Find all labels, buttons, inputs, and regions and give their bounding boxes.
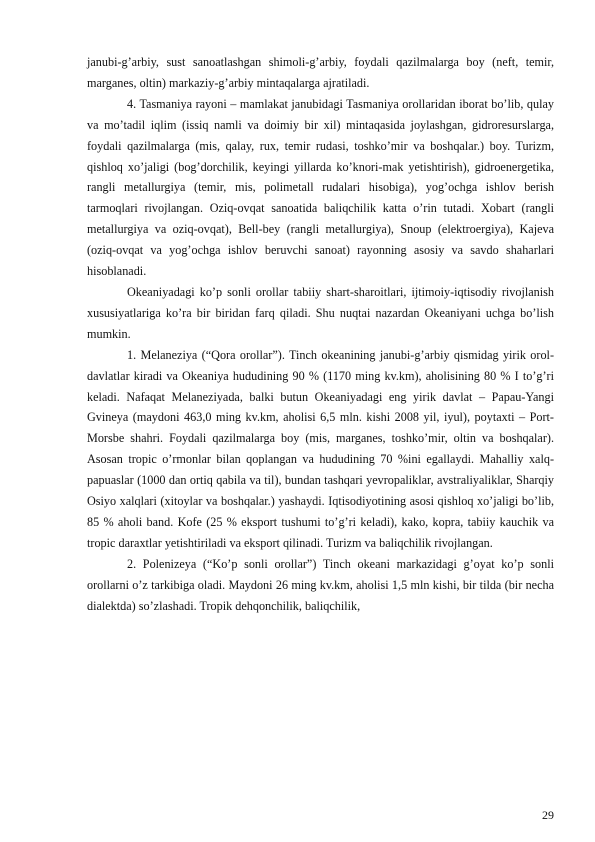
- paragraph-regional-division: janubi-g’arbiy, sust sanoatlashgan shimoli-g’arbiy, foydali qazilmalarga boy (neft, temir, marganes, oltin) markaziy-g’arbiy mintaqalarga ajratiladi.: [87, 55, 554, 90]
- paragraph-oceania-intro: Okeaniyadagi ko’p sonli orollar tabiiy shart-sharoitlari, ijtimoiy-iqtisodiy rivojlanish xususiyatlariga ko’ra bir biridan farq qiladi. Shu nuqtai nazardan Okeaniyani uchga bo’lish mumkin.: [87, 284, 554, 341]
- paragraph-polynesia: 2. Polenizeya (“Ko’p sonli orollar”) Tinch okeani markazidagi g’oyat ko’p sonli orollarni o’z tarkibiga oladi. Maydoni 26 ming kv.km, aholisi 1,5 mln kishi, bir tilda (bir necha dialektda) so’zlashadi. Tropik dehqonchilik, baliqchilik,: [87, 556, 554, 613]
- page-number: 29: [542, 808, 554, 822]
- document-page: [87, 52, 554, 616]
- paragraph-melanesia: 1. Melaneziya (“Qora orollar”). Tinch okeanining janubi-g’arbiy qismidag yirik orol-davlatlar kiradi va Okeaniya hududining 90 % (1170 ming kv.km), aholisining 80 % I to’g’ri keladi. Nafaqat Melaneziyada, balki butun Okeaniyadagi eng yirik davlat – Papau-Yangi Gvineya (maydoni 463,0 ming kv.km, aholisi 6,5 mln. kishi 2008 yil, iyul), poytaxti – Port-Morsbe shahri. Foydali qazilmalarga boy (mis, marganes, toshko’mir, oltin va boshqalar). Asosan tropic o’rmonlar bilan qoplangan va hududining 70 %ini egallaydi. Mahalliy xalq-papuaslar (1000 dan ortiq qabila va til), bundan tashqari yevropaliklar, avstraliyaliklar, Sharqiy Osiyo xalqlari (xitoylar va boshqalar.) yashaydi. Iqtisodiyotining asosi qishloq xo’jaligi bo’lib, 85 % aholi band. Kofe (25 % eksport tushumi to’g’ri keladi), kako, kopra, tabiiy kauchik va tropic daraxtlar yetishtiriladi va eksport qilinadi. Turizm va baliqchilik rivojlangan.: [87, 347, 554, 550]
- paragraph-tasmania-region: 4. Tasmaniya rayoni – mamlakat janubidagi Tasmaniya orollaridan iborat bo’lib, qulay va mo’tadil iqlim (issiq namli va doimiy bir xil) mintaqasida joylashgan, gidroresurslarga, foydali qazilmalarga (mis, qalay, rux, temir rudasi, toshko’mir va boshqalar.) boy. Turizm, qishloq xo’jaligi (bog’dorchilik, keyingi yillarda ko’knori-mak yetishtirish), gidroenergetika, rangli metallurgiya (temir, mis, polimetall rudalari hisobiga), yog’ochga ishlov berish tarmoqlari rivojlangan. Oziq-ovqat sanoatida baliqchilik katta o’rin tutadi. Xobart (rangli metallurgiya va oziq-ovqat), Bell-bey (rangli metallurgiya), Snoup (elektroergiya), Kajeva (oziq-ovqat va yog’ochga ishlov beruvchi sanoat) rayonning asosiy va savdo shaharlari hisoblanadi.: [87, 96, 554, 279]
